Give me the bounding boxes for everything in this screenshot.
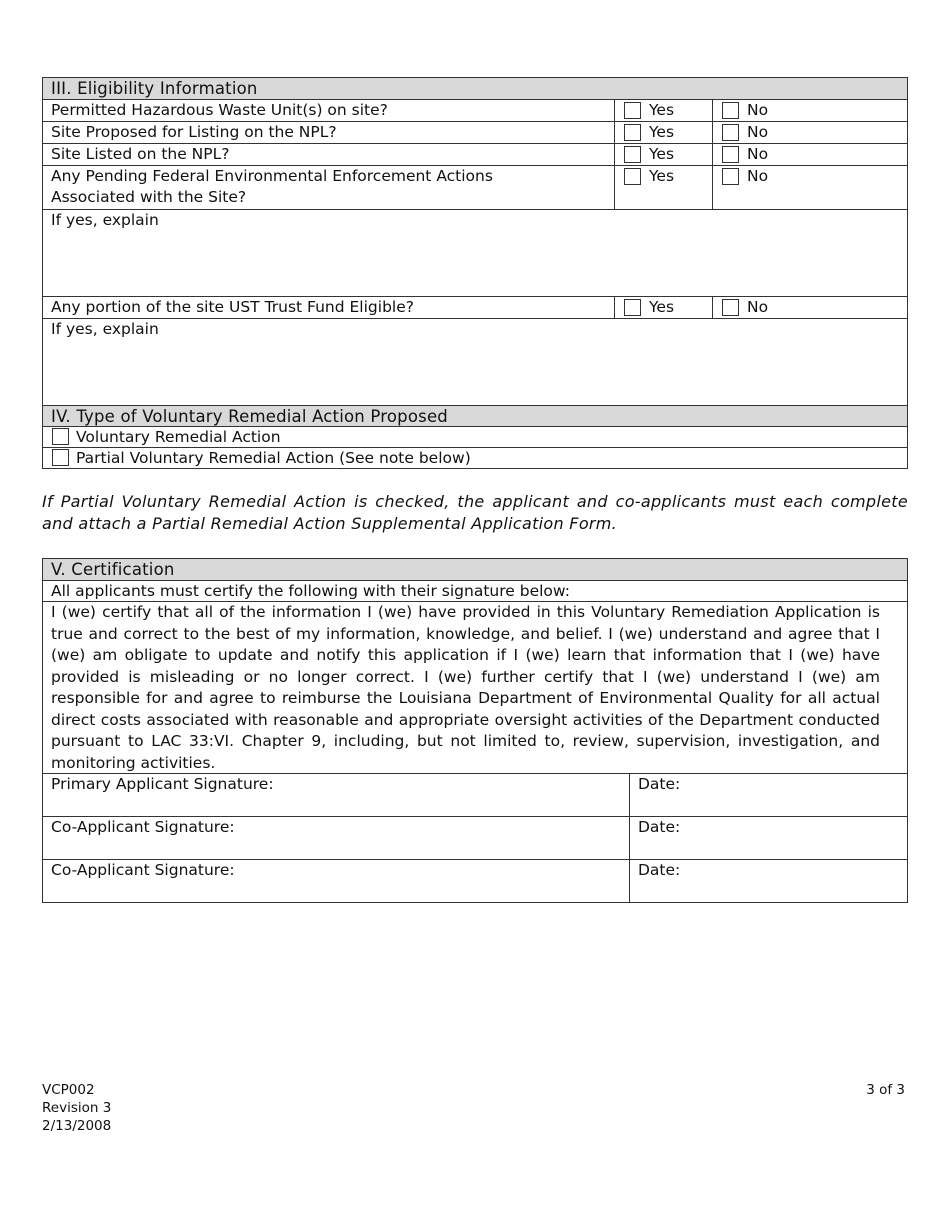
explain-field[interactable] [43, 318, 907, 405]
yes-option[interactable]: Yes [615, 122, 713, 143]
no-option[interactable]: No [713, 100, 907, 121]
signature-label: Co-Applicant Signature: [51, 818, 235, 836]
eligibility-table [42, 77, 908, 469]
yes-checkbox[interactable] [624, 168, 641, 185]
certification-instruction: All applicants must certify the following with their signature below: [51, 582, 570, 600]
question-row [43, 296, 907, 318]
certification-table [42, 558, 908, 903]
footer-form-info [42, 1081, 111, 1135]
question-label: Site Listed on the NPL? [43, 144, 615, 165]
voluntary-remedial-checkbox[interactable] [52, 428, 69, 445]
date-label: Date: [638, 818, 681, 836]
certification-instruction-row [43, 580, 907, 601]
signature-label: Primary Applicant Signature: [51, 775, 274, 793]
no-checkbox[interactable] [722, 299, 739, 316]
date-field[interactable] [630, 860, 680, 902]
yes-option[interactable]: Yes [615, 144, 713, 165]
form-revision: Revision 3 [42, 1100, 112, 1116]
signature-field[interactable] [43, 774, 630, 816]
question-label: Any portion of the site UST Trust Fund Eligible? [43, 297, 615, 318]
yes-checkbox[interactable] [624, 124, 641, 141]
option-label: Voluntary Remedial Action [76, 428, 281, 446]
date-label: Date: [638, 775, 681, 793]
no-checkbox[interactable] [722, 168, 739, 185]
no-checkbox[interactable] [722, 102, 739, 119]
question-label: Site Proposed for Listing on the NPL? [43, 122, 615, 143]
signature-row [43, 773, 907, 816]
date-label: Date: [638, 861, 681, 879]
certification-statement-row [43, 601, 907, 773]
no-option[interactable]: No [713, 122, 907, 143]
yes-option[interactable]: Yes [615, 100, 713, 121]
remedial-option-full[interactable] [43, 426, 907, 447]
explain-label: If yes, explain [51, 320, 159, 338]
partial-remedial-checkbox[interactable] [52, 449, 69, 466]
section-heading-remedial-type: IV. Type of Voluntary Remedial Action Proposed [43, 405, 907, 426]
certification-statement: I (we) certify that all of the information I (we) have provided in this Voluntary Remediation Application is true and correct to the best of my information, knowledge, and belief. I (we) understand and agree that I (we) am obligate to update and notify this application if I (we) learn that information that I (we) have provided is misleading or no longer correct. I (we) further certify that I (we) understand I (we) am responsible for and agree to reimburse the Louisiana Department of Environmental Quality for all actual direct costs associated with reasonable and appropriate oversight activities of the Department conducted pursuant to LAC 33:VI. Chapter 9, including, but not limited to, review, supervision, investigation, and monitoring activities. [51, 603, 880, 772]
signature-field[interactable] [43, 817, 630, 859]
signature-row [43, 859, 907, 902]
no-checkbox[interactable] [722, 124, 739, 141]
yes-checkbox[interactable] [624, 102, 641, 119]
explain-label: If yes, explain [51, 211, 159, 229]
signature-row [43, 816, 907, 859]
form-date: 2/13/2008 [42, 1118, 112, 1134]
no-option[interactable]: No [713, 144, 907, 165]
signature-label: Co-Applicant Signature: [51, 861, 235, 879]
yes-checkbox[interactable] [624, 299, 641, 316]
no-option[interactable]: No [713, 166, 907, 209]
yes-option[interactable]: Yes [615, 297, 713, 318]
date-field[interactable] [630, 817, 680, 859]
yes-option[interactable]: Yes [615, 166, 713, 209]
question-row [43, 143, 907, 165]
date-field[interactable] [630, 774, 680, 816]
option-label: Partial Voluntary Remedial Action (See note below) [76, 449, 471, 467]
section-heading-certification: V. Certification [43, 559, 907, 580]
form-code: VCP002 [42, 1082, 95, 1098]
no-checkbox[interactable] [722, 146, 739, 163]
explain-field[interactable] [43, 209, 907, 296]
section-heading-eligibility: III. Eligibility Information [43, 78, 907, 99]
question-label: Any Pending Federal Environmental Enforcement Actions Associated with the Site? [43, 166, 615, 209]
page-number: 3 of 3 [866, 1082, 905, 1098]
partial-action-note: If Partial Voluntary Remedial Action is checked, the applicant and co-applicants must each complete and attach a Partial Remedial Action Supplemental Application Form. [42, 492, 908, 533]
question-row [43, 165, 907, 209]
no-option[interactable]: No [713, 297, 907, 318]
question-row [43, 99, 907, 121]
question-label: Permitted Hazardous Waste Unit(s) on site? [43, 100, 615, 121]
remedial-option-partial[interactable] [43, 447, 907, 468]
question-row [43, 121, 907, 143]
yes-checkbox[interactable] [624, 146, 641, 163]
signature-field[interactable] [43, 860, 630, 902]
